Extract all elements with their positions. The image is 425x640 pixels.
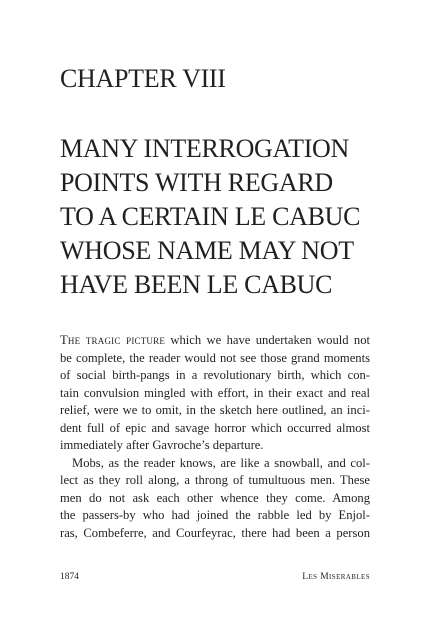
chapter-title <box>60 132 360 302</box>
page-footer <box>60 570 370 584</box>
chapter-title-line: TO A CERTAIN LE CABUC <box>60 202 361 231</box>
chapter-title-line: POINTS WITH REGARD <box>60 168 333 197</box>
body-line: lect as they roll along, a throng of tumultuous men. These <box>60 473 370 487</box>
chapter-title-line: MANY INTERROGATION <box>60 134 350 163</box>
body-text <box>60 332 370 542</box>
chapter-title-line: HAVE BEEN LE CABUC <box>60 270 333 299</box>
body-line: dent full of epic and savage horror which occurred almost <box>60 420 370 435</box>
body-line: the passers-by who had joined the rabble led by Enjol- <box>60 508 370 522</box>
chapter-title-line: WHOSE NAME MAY NOT <box>60 236 354 265</box>
body-line: relief, were we to omit, in the sketch here outlined, an inci- <box>60 403 370 417</box>
chapter-number: CHAPTER VIII <box>60 64 226 93</box>
body-line: of social birth-pangs in a revolutionary birth, which con- <box>60 368 370 382</box>
page-number: 1874 <box>60 572 79 582</box>
body-line: men do not ask each other whence they come. Among <box>60 490 370 505</box>
body-line <box>60 332 370 350</box>
running-title: Les Miserables <box>302 572 370 582</box>
body-line: Mobs, as the reader knows, are like a snowball, and col- <box>72 455 370 470</box>
first-line-rest: which we have undertaken would not <box>165 333 370 347</box>
body-line: be complete, the reader would not see those grand moments <box>60 350 370 365</box>
body-line: tain convulsion mingled with effort, in their exact and real <box>60 385 370 400</box>
opening-smallcaps: The tragic picture <box>60 333 166 347</box>
body-line: ras, Combeferre, and Courfeyrac, there had been a person <box>60 525 370 540</box>
body-line: immediately after Gavroche’s departure. <box>60 438 264 452</box>
